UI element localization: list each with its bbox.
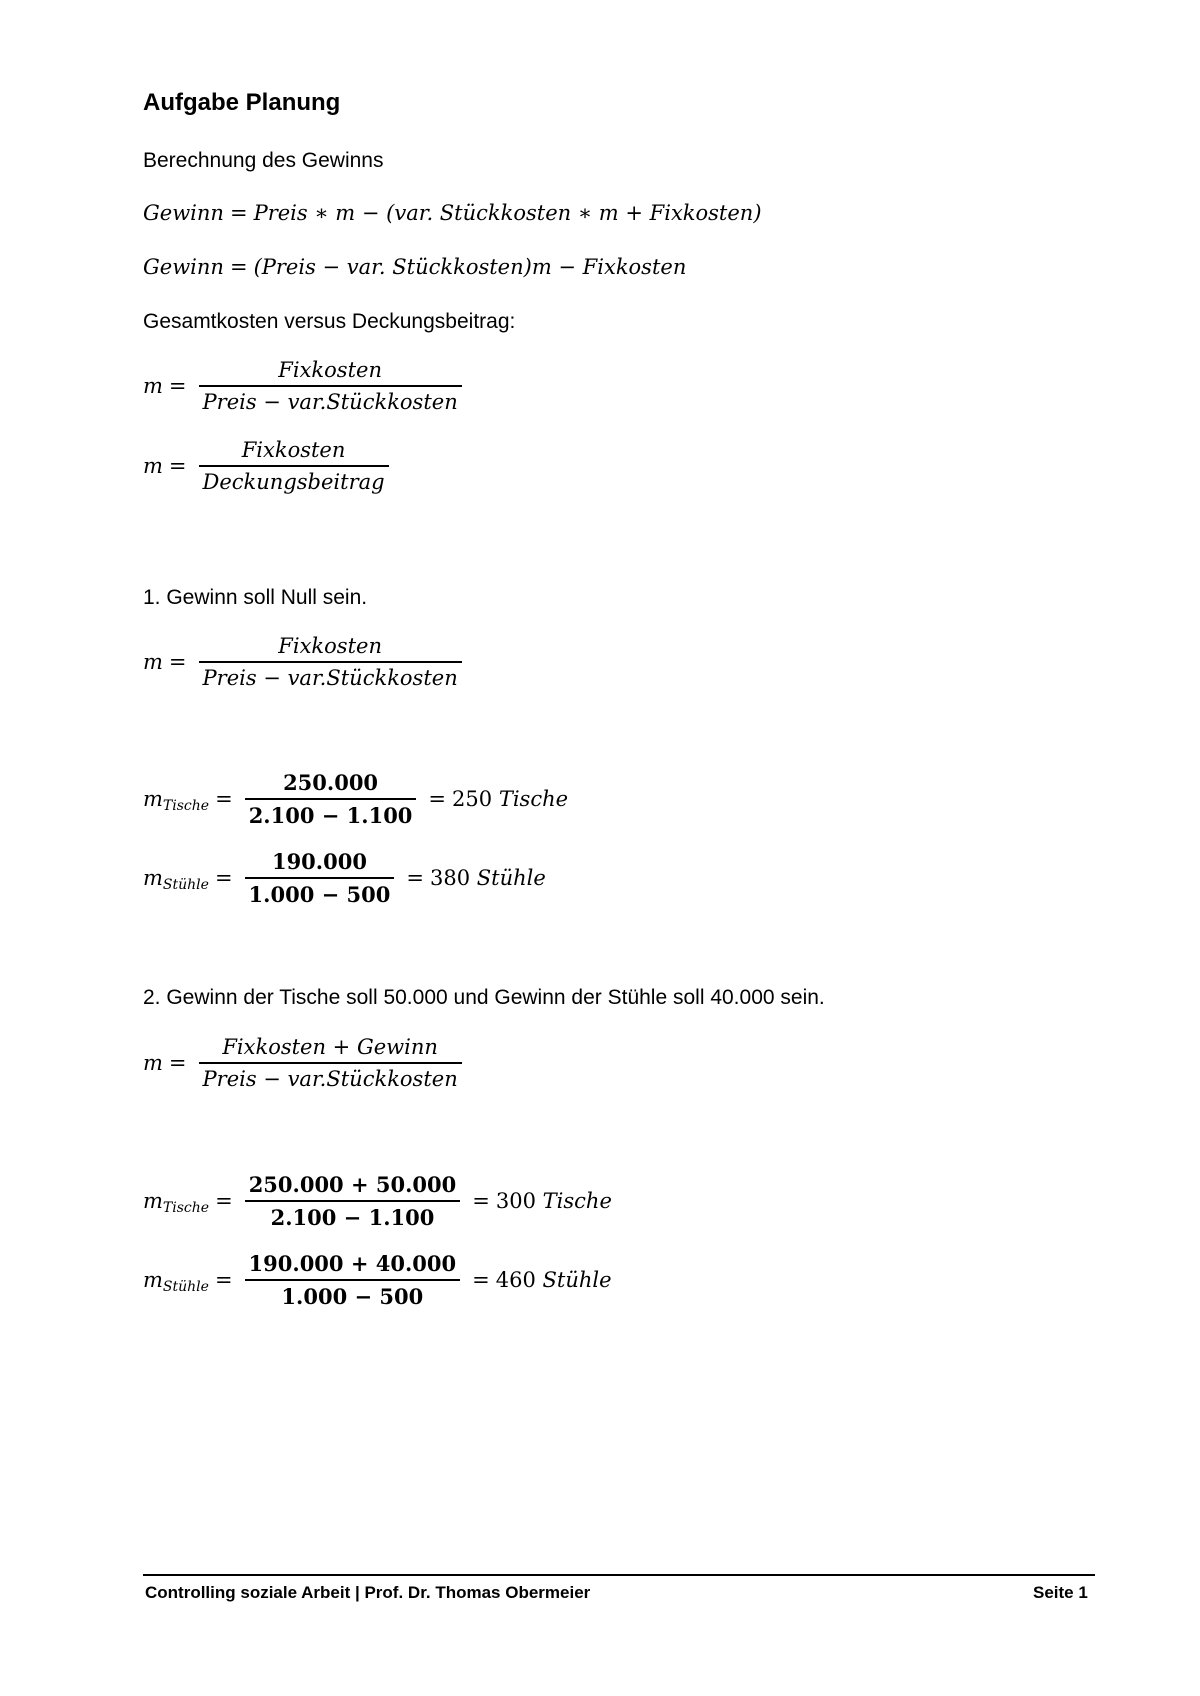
formula-break-even-b: m = $\frac{\text{Fixkosten}}{\text{Deckungsbeitrag}}$ [143,438,395,494]
equation-gewinn-2: Gewinn = (Preis − var. Stückkosten)m − Fixkosten [143,255,687,279]
subtitle: Berechnung des Gewinns [143,149,384,172]
denominator: Preis − var.Stückkosten [202,666,458,690]
formula-lhs: m [143,650,163,674]
fraction [245,770,417,828]
denominator: 1.000 − 500 [281,1284,424,1309]
task-1-heading: 1. Gewinn soll Null sein. [143,586,368,609]
variable: m [143,1268,163,1292]
equation-rhs: (Preis − var. Stückkosten)m − Fixkosten [253,255,687,279]
numerator: Fixkosten [278,358,382,382]
fraction [199,358,462,414]
numerator: 190.000 + 40.000 [248,1251,457,1276]
equation-gewinn-1: Gewinn = Preis ∗ m − (var. Stückkosten ∗ m + Fixkosten) [143,201,762,225]
result-unit: Stühle [476,866,546,890]
formula-break-even-a: m = $\frac{\text{Fixkosten}}{\text{Preis − var.Stückkosten}}$ [143,358,468,414]
section-heading: Gesamtkosten versus Deckungsbeitrag: [143,310,516,333]
fraction [199,634,462,690]
variable-subscript: Tische [162,1200,210,1216]
fraction [245,1172,461,1230]
numerator: Fixkosten + Gewinn [222,1035,438,1059]
result-unit: Stühle [542,1268,612,1292]
result-value: 460 [495,1268,536,1292]
denominator: Preis − var.Stückkosten [202,390,458,414]
formula-lhs: m [143,1051,163,1075]
result-value: 300 [495,1189,536,1213]
result-unit: Tische [498,787,569,811]
result-unit: Tische [542,1189,612,1213]
task-2-heading: 2. Gewinn der Tische soll 50.000 und Gewinn der Stühle soll 40.000 sein. [143,986,825,1009]
result-value: 250 [452,787,493,811]
task-2-formula: m = $\frac{\text{Fixkosten + Gewinn}}{\text{Preis − var.Stückkosten}}$ [143,1035,468,1091]
task-1-stuehle-calc: m Stühle = $\frac{190.000}{1.000 - 500}$ = 380 Stühle [143,849,546,907]
numerator: 190.000 [271,849,367,874]
task-1-formula: m = $\frac{\text{Fixkosten}}{\text{Preis − var.Stückkosten}}$ [143,634,468,690]
denominator: 2.100 − 1.100 [270,1205,435,1230]
footer-divider [143,1574,1095,1576]
numerator: Fixkosten [241,438,346,462]
equation-lhs: Gewinn [143,201,224,225]
formula-lhs: m [143,454,163,478]
page-title: Aufgabe Planung [143,89,341,116]
denominator: 2.100 − 1.100 [248,803,413,828]
fraction [199,438,389,494]
variable: m [143,1189,163,1213]
variable: m [143,787,163,811]
fraction [245,1251,461,1309]
task-1-tische-calc: m Tische = $\frac{250.000}{2.100 - 1.100}$ = 250 Tische [143,770,569,828]
variable-subscript: Stühle [162,1279,209,1295]
numerator: 250.000 + 50.000 [248,1172,457,1197]
footer-page-number: Seite 1 [1033,1583,1088,1602]
result-value: 380 [429,866,471,890]
denominator: Deckungsbeitrag [202,470,385,494]
variable: m [143,866,163,890]
equation-rhs: Preis ∗ m − (var. Stückkosten ∗ m + Fixkosten) [253,201,762,225]
denominator: 1.000 − 500 [248,882,391,907]
formula-lhs: m [143,374,163,398]
numerator: 250.000 [283,770,379,795]
fraction [199,1035,462,1091]
task-2-stuehle-calc: m Stühle = $\frac{190.000 + 40.000}{1.000 - 500}$ = 460 Stühle [143,1251,612,1309]
denominator: Preis − var.Stückkosten [202,1067,458,1091]
task-2-tische-calc: m Tische = $\frac{250.000 + 50.000}{2.100 - 1.100}$ = 300 Tische [143,1172,612,1230]
equation-lhs: Gewinn [143,255,224,279]
footer-course-info: Controlling soziale Arbeit | Prof. Dr. Thomas Obermeier [145,1583,591,1602]
variable-subscript: Tische [162,798,210,814]
numerator: Fixkosten [278,634,382,658]
variable-subscript: Stühle [162,877,209,893]
fraction [245,849,395,907]
